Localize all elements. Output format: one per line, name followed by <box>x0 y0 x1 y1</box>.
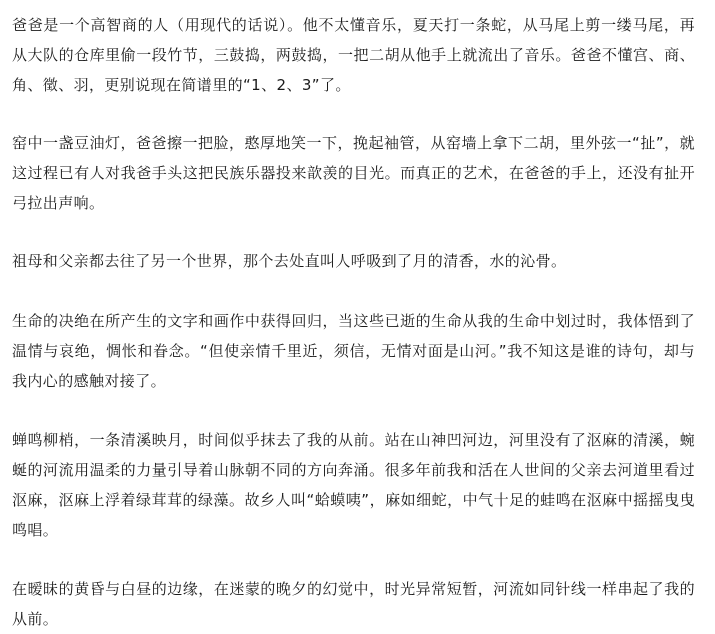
paragraph-grandmother-father: 祖母和父亲都去往了另一个世界，那个去处直叫人呼吸到了月的清香，水的沁骨。 <box>12 252 567 270</box>
paragraph-erhu-origin: 爸爸是一个高智商的人（用现代的话说）。他不太懂音乐，夏天打一条蛇，从马尾上剪一缕马尾，再从大队的仓库里偷一段竹节，三鼓捣，两鼓捣，一把二胡从他手上就流出了音乐。爸爸不懂宫、商、角、徵、羽，更别说现在简谱里的“1、2、3”了。 <box>12 16 695 94</box>
paragraph-life-reflection: 生命的决绝在所产生的文字和画作中获得回归，当这些已逝的生命从我的生命中划过时，我体悟到了温情与哀绝，惆怅和眷念。“但使亲情千里近，须信，无情对面是山河。”我不知这是谁的诗句，却与我内心的感触对接了。 <box>12 312 695 390</box>
paragraph-river-memory: 蝉鸣柳梢，一条清溪映月，时间似乎抹去了我的从前。站在山神凹河边，河里没有了沤麻的清溪，蜿蜒的河流用温柔的力量引导着山脉朝不同的方向奔涌。很多年前我和活在人世间的父亲去河道里看过沤麻，沤麻上浮着绿茸茸的绿藻。故乡人叫“蛤蟆咦”，麻如细蛇，中气十足的蛙鸣在沤麻中摇摇曳曳鸣唱。 <box>12 431 695 539</box>
paragraph-dusk: 在暧昧的黄昏与白昼的边缘，在迷蒙的晚夕的幻觉中，时光异常短暂，河流如同针线一样串起了我的从前。 <box>12 580 695 628</box>
paragraph-lamp-scene: 窑中一盏豆油灯，爸爸擦一把脸，憨厚地笑一下，挽起袖管，从窑墙上拿下二胡，里外弦一“扯”，就这过程已有人对我爸手头这把民族乐器投来歆羡的目光。而真正的艺术，在爸爸的手上，还没有扯开弓拉出声响。 <box>12 134 695 212</box>
